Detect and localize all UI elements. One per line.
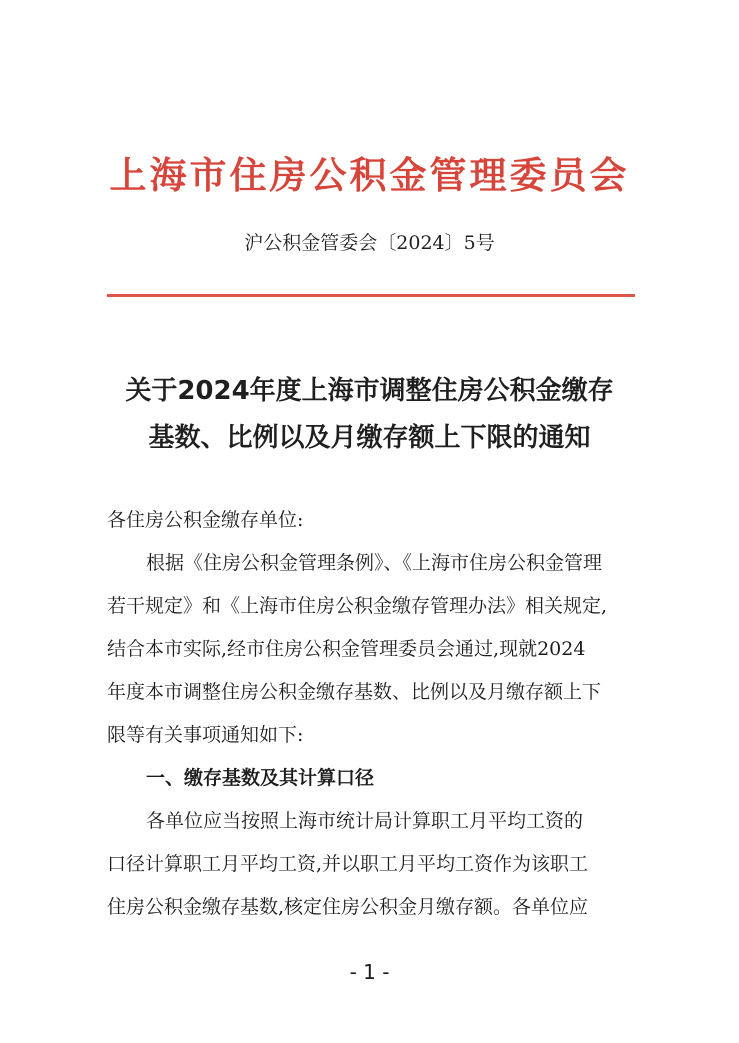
document-title-line-2: 基数、比例以及月缴存额上下限的通知 (148, 423, 591, 453)
intro-line-3: 结合本市实际,经市住房公积金管理委员会通过,现就2024 (107, 638, 586, 660)
salutation: 各住房公积金缴存单位: (107, 509, 304, 531)
intro-line-2: 若干规定》和《上海市住房公积金缴存管理办法》相关规定, (107, 595, 608, 617)
document-title-line-1: 关于2024年度上海市调整住房公积金缴存 (125, 376, 614, 406)
section-1-line-3: 住房公积金缴存基数,核定住房公积金月缴存额。各单位应 (107, 896, 589, 918)
document-number: 沪公积金管委会〔2024〕5号 (244, 232, 495, 254)
section-1-line-2: 口径计算职工月平均工资,并以职工月平均工资作为该职工 (107, 853, 589, 875)
intro-line-5: 限等有关事项通知如下: (107, 724, 304, 746)
intro-line-4: 年度本市调整住房公积金缴存基数、比例以及月缴存额上下 (107, 681, 602, 703)
section-1-line-1: 各单位应当按照上海市统计局计算职工月平均工资的 (146, 810, 584, 832)
section-1-heading: 一、缴存基数及其计算口径 (146, 767, 375, 789)
red-divider-line (107, 294, 635, 297)
intro-line-1: 根据《住房公积金管理条例》、《上海市住房公积金管理 (146, 552, 603, 574)
page-number: - 1 - (349, 960, 390, 984)
issuer-name: 上海市住房公积金管理委员会 (109, 154, 630, 197)
